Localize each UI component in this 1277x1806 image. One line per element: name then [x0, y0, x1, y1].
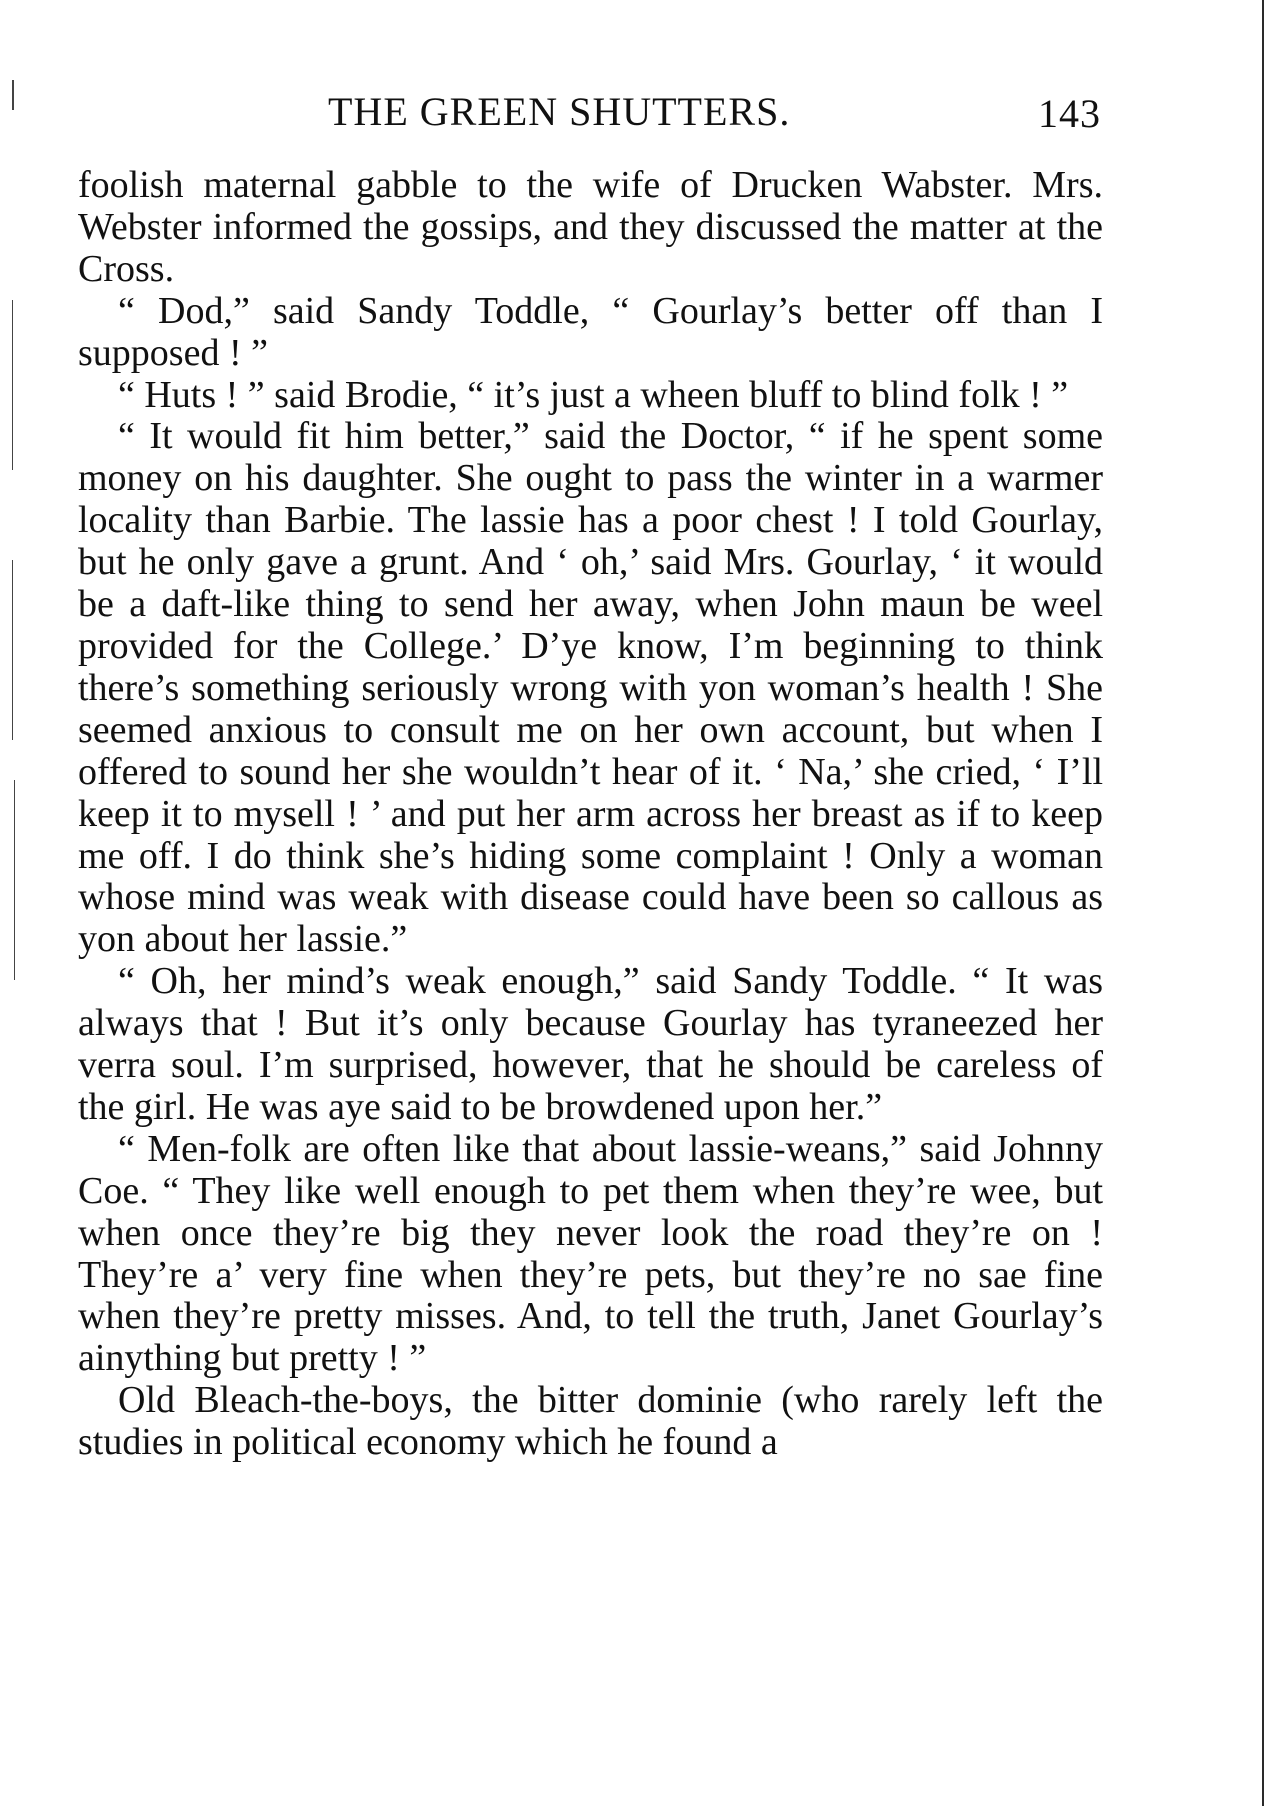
- paragraph: “ Men-folk are often like that about lassie-weans,” said Johnny Coe. “ They like well enough to pet them when they’re wee, but when once they’re big they never look the road they’re on ! They’re a’ very fine when they’re pets, but they’re no sae fine when they’re pretty misses. And, to tell the truth, Janet Gourlay’s ainything but pretty ! ”: [78, 1127, 1103, 1380]
- margin-mark: [14, 780, 15, 980]
- paragraph: “ Dod,” said Sandy Toddle, “ Gourlay’s better off than I supposed ! ”: [78, 289, 1103, 374]
- paragraph: “ It would fit him better,” said the Doctor, “ if he spent some money on his daughter. She ought to pass the winter in a warmer locality than Barbie. The lassie has a poor chest ! I told Gourlay, but he only gave a grunt. And ‘ oh,’ said Mrs. Gourlay, ‘ it would be a daft-like thing to send her away, when John maun be weel provided for the College.’ D’ye know, I’m beginning to think there’s something seriously wrong with yon woman’s health ! She seemed anxious to consult me on her own account, but when I offered to sound her she wouldn’t hear of it. ‘ Na,’ she cried, ‘ I’ll keep it to mysell ! ’ and put her arm across her breast as if to keep me off. I do think she’s hiding some complaint ! Only a woman whose mind was weak with disease could have been so callous as yon about her lassie.”: [78, 415, 1103, 961]
- paragraph: “ Huts ! ” said Brodie, “ it’s just a wheen bluff to blind folk ! ”: [118, 373, 1069, 416]
- margin-mark: [12, 560, 13, 740]
- page-header: [78, 88, 1101, 148]
- running-title: THE GREEN SHUTTERS.: [328, 89, 791, 134]
- page-edge-line: [1262, 0, 1264, 1806]
- margin-mark: [12, 300, 13, 470]
- paragraph: Old Bleach-the-boys, the bitter dominie (who rarely left the studies in political economy which he found a: [78, 1379, 1103, 1464]
- paragraph: “ Oh, her mind’s weak enough,” said Sandy Toddle. “ It was always that ! But it’s only because Gourlay has tyraneezed her verra soul. I’m surprised, however, that he should be careless of the girl. He was aye said to be browdened upon her.”: [78, 960, 1103, 1128]
- page-number: 143: [1038, 91, 1101, 136]
- paragraph: foolish maternal gabble to the wife of Drucken Wabster. Mrs. Webster informed the gossips, and they discussed the matter at the Cross.: [78, 164, 1103, 290]
- body-text: [78, 165, 1103, 1464]
- margin-mark: [12, 80, 14, 110]
